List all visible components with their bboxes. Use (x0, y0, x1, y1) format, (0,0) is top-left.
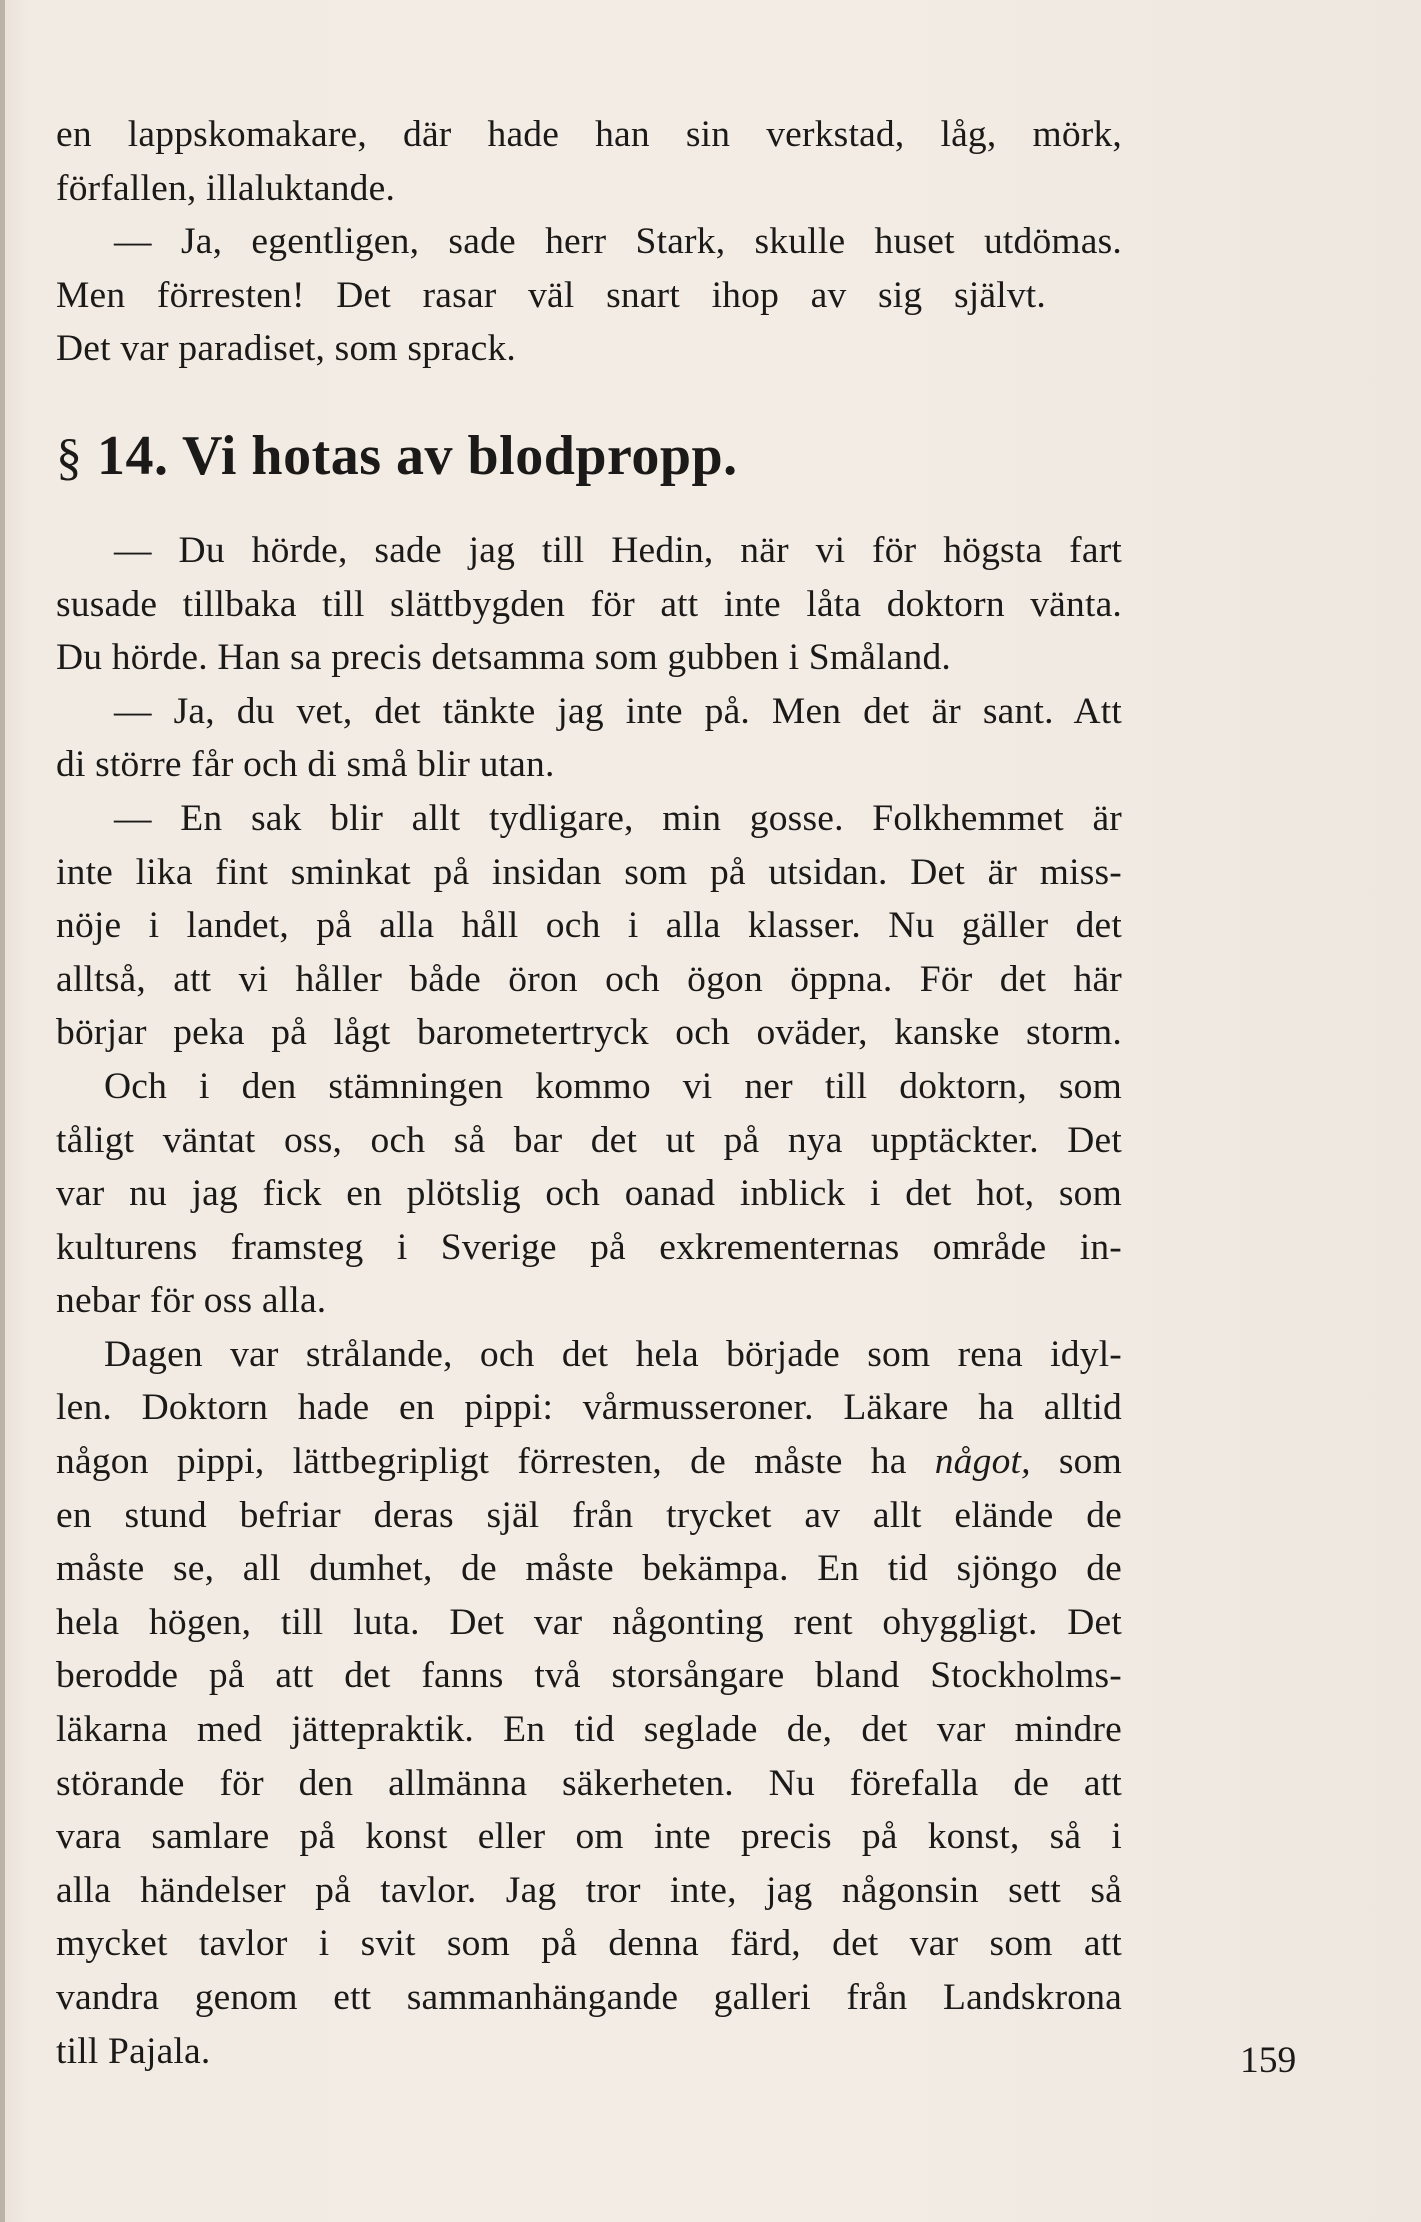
section-heading (56, 426, 1122, 488)
section-title: Vi hotas av blodpropp. (182, 424, 738, 487)
section-symbol: § (56, 428, 83, 486)
text-line: vandra genom ett sammanhängande galleri från Landskrona (56, 1977, 1122, 2018)
section-number: 14. (97, 424, 169, 487)
text-line: — En sak blir allt tydligare, min gosse. Folkhemmet är (114, 797, 1122, 839)
text-line: läkarna med jättepraktik. En tid seglade de, det var mindre (56, 1709, 1122, 1751)
italic-word: något, (934, 1441, 1031, 1483)
text-line: — Ja, egentligen, sade herr Stark, skulle huset utdömas. (114, 221, 1122, 263)
text-line: alla händelser på tavlor. Jag tror inte, jag någonsin sett så (56, 1869, 1122, 1911)
text-line: hela högen, till luta. Det var någonting rent ohyggligt. Det (56, 1601, 1122, 1643)
text-line: Dagen var strålande, och det hela började som rena idyl- (104, 1333, 1122, 1375)
text-line: börjar peka på lågt barometertryck och oväder, kanske storm. (56, 1012, 1122, 1054)
page-number: 159 (1240, 2040, 1297, 2081)
text-line: en lappskomakare, där hade han sin verkstad, låg, mörk, (56, 114, 1122, 155)
text-line: tåligt väntat oss, och så bar det ut på nya upptäckter. Det (56, 1119, 1122, 1161)
text-line: mycket tavlor i svit som på denna färd, det var som att (56, 1923, 1122, 1965)
text-line: förfallen, illaluktande. (56, 167, 396, 209)
text-line: — Ja, du vet, det tänkte jag inte på. Men det är sant. Att (114, 690, 1122, 732)
text-line: len. Doktorn hade en pippi: vårmusseroner. Läkare ha alltid (56, 1387, 1122, 1429)
text-line: Men förresten! Det rasar väl snart ihop av sig självt. (56, 274, 1046, 316)
text-segment: någon pippi, lättbegripligt förresten, de måste ha (56, 1441, 935, 1483)
text-line: kulturens framsteg i Sverige på exkrementernas område in- (56, 1226, 1122, 1268)
text-line: di större får och di små blir utan. (56, 744, 555, 786)
text-segment: som (1030, 1441, 1123, 1483)
page-edge (0, 0, 5, 2222)
text-line: berodde på att det fanns två storsångare bland Stockholms- (56, 1655, 1122, 1697)
text-line-with-italic (56, 1435, 1122, 1489)
text-line: nebar för oss alla. (56, 1280, 327, 1322)
text-line: till Pajala. (56, 2030, 211, 2072)
text-line: störande för den allmänna säkerheten. Nu förefalla de att (56, 1762, 1122, 1804)
text-line: en stund befriar deras själ från trycket av allt elände de (56, 1494, 1122, 1536)
text-line: vara samlare på konst eller om inte precis på konst, så i (56, 1816, 1122, 1858)
text-line: inte lika fint sminkat på insidan som på utsidan. Det är miss- (56, 851, 1122, 893)
text-line: Och i den stämningen kommo vi ner till doktorn, som (104, 1065, 1122, 1107)
text-line: nöje i landet, på alla håll och i alla klasser. Nu gäller det (56, 905, 1122, 947)
text-column (56, 108, 1122, 2078)
text-line: Du hörde. Han sa precis detsamma som gubben i Småland. (56, 637, 951, 679)
text-line: Det var paradiset, som sprack. (56, 328, 517, 370)
text-line: alltså, att vi håller både öron och ögon öppna. För det här (56, 958, 1122, 1000)
text-line: måste se, all dumhet, de måste bekämpa. En tid sjöngo de (56, 1548, 1122, 1590)
text-line: — Du hörde, sade jag till Hedin, när vi för högsta fart (114, 529, 1122, 571)
text-line: susade tillbaka till slättbygden för att inte låta doktorn vänta. (56, 583, 1122, 625)
text-line: var nu jag fick en plötslig och oanad inblick i det hot, som (56, 1173, 1122, 1215)
